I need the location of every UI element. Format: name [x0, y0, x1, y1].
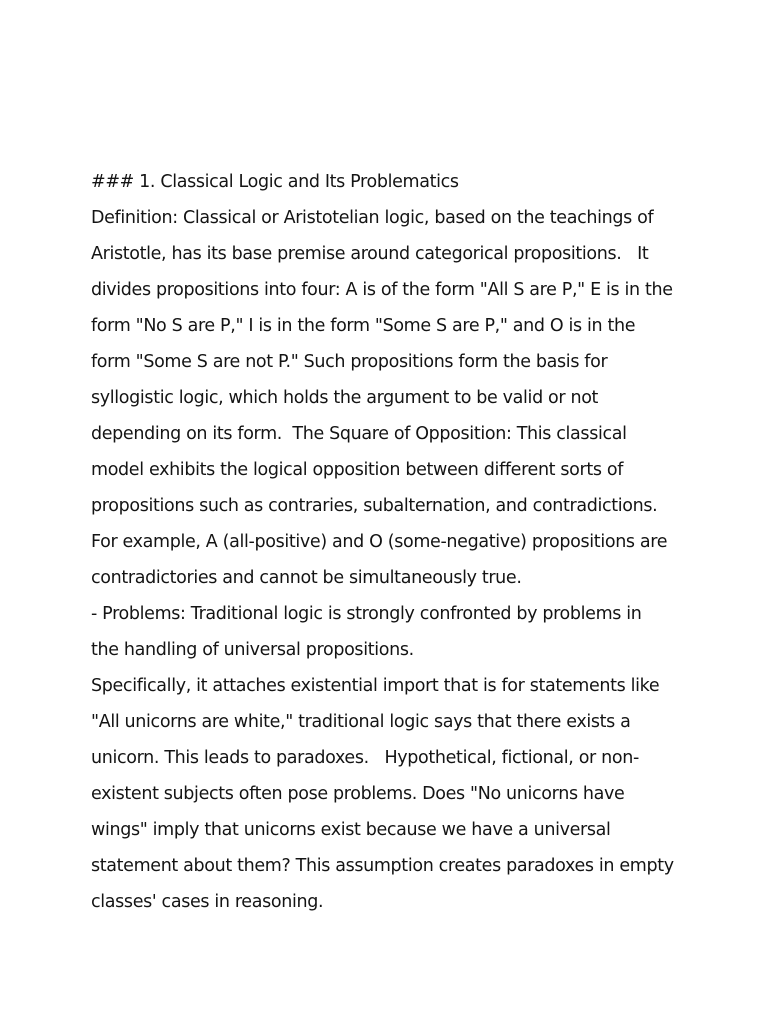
text-line: contradictories and cannot be simultaneously true. [91, 568, 522, 588]
text-line: syllogistic logic, which holds the argument to be valid or not [91, 388, 599, 408]
text-line: divides propositions into four: A is of the form "All S are P," E is in the [91, 280, 673, 300]
text-line: unicorn. This leads to paradoxes. Hypothetical, fictional, or non- [91, 748, 639, 768]
text-line: "All unicorns are white," traditional logic says that there exists a [91, 712, 631, 732]
text-line: Specifically, it attaches existential import that is for statements like [91, 676, 660, 696]
text-line: model exhibits the logical opposition between different sorts of [91, 460, 624, 480]
section-heading: ### 1. Classical Logic and Its Problematics [91, 172, 459, 192]
document-body [91, 164, 701, 920]
text-line: form "No S are P," I is in the form "Some S are P," and O is in the [91, 316, 636, 336]
text-line: - Problems: Traditional logic is strongly confronted by problems in [91, 604, 642, 624]
text-line: classes' cases in reasoning. [91, 892, 324, 912]
text-line: form "Some S are not P." Such propositions form the basis for [91, 352, 608, 372]
text-line: Aristotle, has its base premise around categorical propositions. It [91, 244, 649, 264]
text-line: the handling of universal propositions. [91, 640, 414, 660]
text-line: existent subjects often pose problems. Does "No unicorns have [91, 784, 625, 804]
text-line: depending on its form. The Square of Opposition: This classical [91, 424, 627, 444]
text-line: statement about them? This assumption creates paradoxes in empty [91, 856, 674, 876]
text-line: Definition: Classical or Aristotelian logic, based on the teachings of [91, 208, 654, 228]
text-line: For example, A (all-positive) and O (some-negative) propositions are [91, 532, 668, 552]
text-line: propositions such as contraries, subalternation, and contradictions. [91, 496, 658, 516]
text-line: wings" imply that unicorns exist because we have a universal [91, 820, 611, 840]
